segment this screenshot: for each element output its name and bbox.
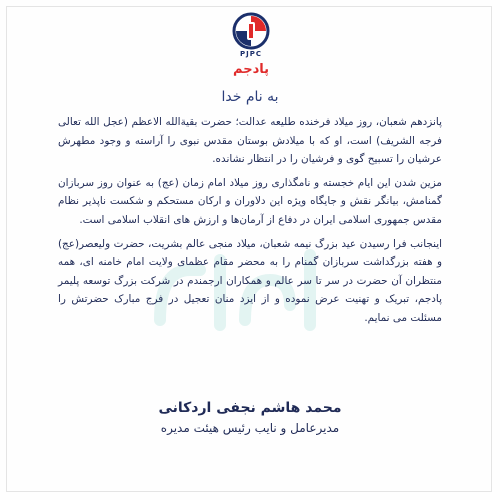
paragraph-2: مزین شدن این ایام خجسته و نامگذاری روز میلاد امام زمان (عج) به عنوان روز سربازان گمنامش، بیانگر نقش و جایگاه ویژه این دلاوران و ارکان مستحکم و شکست ناپذیر نظام مقدس جمهوری اسلامی ایران در دفاع از آرمان‌ها و ارزش های انقلاب اسلامی است. [58,176,442,226]
basmala-heading: به نام خدا [221,89,279,105]
signature-block [0,397,500,437]
company-logo [223,12,279,84]
pjpc-logo-icon [223,12,279,50]
brand-name: پادجم [233,62,269,77]
letter-body [58,113,442,333]
paragraph-1: پانزدهم شعبان، روز میلاد فرخنده طلیعه عدالت؛ حضرت بقیةالله الاعظم (عجل الله تعالی فرجه الشریف) است، او که با میلادش بوستان مقدس نبوی را آراسته و وجود مطهرش عرشیان را تسبیح گوی و فرشیان را در انتظار نشانده. [58,116,442,166]
brand-abbreviation: PJPC [239,50,262,58]
signer-name: محمد هاشم نجفی اردکانی [158,400,342,416]
signer-title: مدیرعامل و نایب رئیس هیئت مدیره [160,421,340,435]
paragraph-3: اینجانب فرا رسیدن عید بزرگ نیمه شعبان، میلاد منجی عالم بشریت، حضرت ولیعصر(عج) و هفته بزرگداشت سربازان گمنام را به محضر مقام عظمای ولایت امام خامنه ای، همه منتظران آن حضرت در سر تا سر عالم و همکاران ارجمندم در شرکت بزرگ توسعه پلیمر پادجم، تبریک و تهنیت عرض نموده و از ایزد منان تعجیل در فرج مبارک حضرتش را مسئلت می نمایم. [58,237,442,324]
